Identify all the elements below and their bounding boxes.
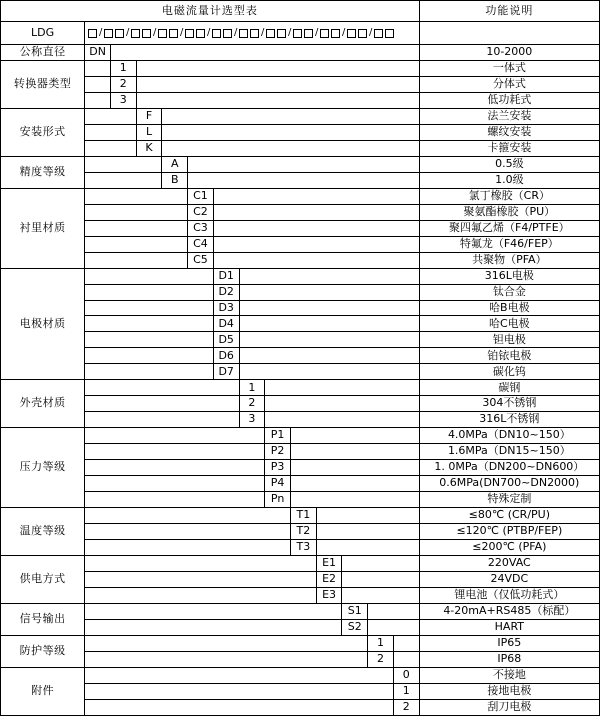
description-5-4: 钽电极	[419, 332, 599, 348]
description-4-4: 共聚物（PFA）	[419, 252, 599, 268]
code-spacer-left	[85, 667, 394, 683]
description-4-2: 聚四氟乙烯（F4/PTFE）	[419, 220, 599, 236]
description-8-0: ≤80℃ (CR/PU)	[419, 508, 599, 524]
code-spacer-left	[85, 524, 291, 540]
table-row	[1, 284, 600, 300]
code-spacer-right	[239, 316, 419, 332]
row-label-5: 电极材质	[1, 268, 85, 380]
description-5-6: 碳化钨	[419, 364, 599, 380]
row-label-6: 外壳材质	[1, 380, 85, 428]
description-5-3: 哈C电极	[419, 316, 599, 332]
table-row	[1, 172, 600, 188]
code-4-0[interactable]: C1	[188, 188, 214, 204]
code-spacer-right	[316, 540, 419, 556]
function-description-title: 功能说明	[419, 1, 599, 22]
table-row	[1, 348, 600, 364]
row-label-0: 公称直径	[1, 45, 85, 61]
table-row	[1, 683, 600, 699]
table-row	[1, 220, 600, 236]
model-code-boxes: / / / / / / / / / / /	[85, 22, 419, 45]
code-spacer-left	[85, 268, 214, 284]
code-spacer-right	[290, 476, 419, 492]
table-row	[1, 252, 600, 268]
code-spacer-left	[85, 188, 188, 204]
code-spacer-left	[85, 220, 188, 236]
code-2-2[interactable]: K	[136, 140, 162, 156]
table-row	[1, 124, 600, 140]
description-8-2: ≤200℃ (PFA)	[419, 540, 599, 556]
code-spacer-right	[239, 348, 419, 364]
code-spacer-left	[85, 603, 342, 619]
table-row	[1, 380, 600, 396]
description-0-0: 10-2000	[419, 45, 599, 61]
code-10-0[interactable]: S1	[342, 603, 368, 619]
code-spacer-left	[85, 444, 265, 460]
table-row	[1, 300, 600, 316]
code-4-3[interactable]: C4	[188, 236, 214, 252]
description-1-1: 分体式	[419, 76, 599, 92]
table-row	[1, 188, 600, 204]
code-spacer-left	[85, 92, 111, 108]
code-spacer-right	[239, 268, 419, 284]
table-row	[1, 524, 600, 540]
code-spacer-right	[213, 236, 419, 252]
code-6-2[interactable]: 3	[239, 412, 265, 428]
description-6-1: 304不锈钢	[419, 396, 599, 412]
code-spacer-right	[368, 619, 420, 635]
description-5-5: 铂铱电极	[419, 348, 599, 364]
code-6-1[interactable]: 2	[239, 396, 265, 412]
code-7-2[interactable]: P3	[265, 460, 291, 476]
code-spacer-left	[85, 300, 214, 316]
code-5-4[interactable]: D5	[213, 332, 239, 348]
code-spacer-left	[85, 60, 111, 76]
model-code-row	[1, 22, 600, 45]
code-spacer-left	[85, 460, 265, 476]
code-spacer-right	[136, 60, 419, 76]
code-spacer-right	[136, 92, 419, 108]
code-5-2[interactable]: D3	[213, 300, 239, 316]
code-spacer-left	[85, 476, 265, 492]
description-6-0: 碳钢	[419, 380, 599, 396]
code-spacer-left	[85, 571, 316, 587]
code-spacer-right	[265, 396, 419, 412]
code-8-2[interactable]: T3	[290, 540, 316, 556]
code-spacer-left	[85, 587, 316, 603]
code-spacer-right	[162, 140, 419, 156]
code-spacer-right	[162, 124, 419, 140]
description-1-2: 低功耗式	[419, 92, 599, 108]
code-spacer-right	[265, 412, 419, 428]
description-12-0: 不接地	[419, 667, 599, 683]
table-row	[1, 667, 600, 683]
description-3-0: 0.5级	[419, 156, 599, 172]
code-spacer-right	[290, 460, 419, 476]
code-spacer-right	[213, 204, 419, 220]
code-spacer-right	[368, 603, 420, 619]
code-5-0[interactable]: D1	[213, 268, 239, 284]
code-spacer-right	[188, 172, 420, 188]
row-code-label-0: DN	[85, 45, 111, 61]
code-spacer-left	[85, 508, 291, 524]
code-7-3[interactable]: P4	[265, 476, 291, 492]
description-7-4: 特殊定制	[419, 492, 599, 508]
table-row	[1, 540, 600, 556]
table-row	[1, 268, 600, 284]
description-7-1: 1.6MPa（DN15~150）	[419, 444, 599, 460]
code-5-5[interactable]: D6	[213, 348, 239, 364]
code-spacer-left	[85, 204, 188, 220]
row-label-12: 附件	[1, 667, 85, 715]
code-2-1[interactable]: L	[136, 124, 162, 140]
code-spacer-left	[85, 76, 111, 92]
table-row	[1, 508, 600, 524]
code-9-1[interactable]: E2	[316, 571, 342, 587]
row-label-11: 防护等级	[1, 635, 85, 667]
code-spacer-right	[342, 571, 419, 587]
table-row	[1, 236, 600, 252]
description-2-1: 螺纹安装	[419, 124, 599, 140]
model-prefix: LDG	[1, 22, 85, 45]
description-1-0: 一体式	[419, 60, 599, 76]
code-spacer-left	[85, 364, 214, 380]
description-12-2: 刮刀电极	[419, 699, 599, 715]
code-spacer-right	[213, 252, 419, 268]
row-label-7: 压力等级	[1, 428, 85, 508]
table-row	[1, 444, 600, 460]
description-5-1: 钛合金	[419, 284, 599, 300]
table-row	[1, 396, 600, 412]
code-8-1[interactable]: T2	[290, 524, 316, 540]
code-12-0[interactable]: 0	[393, 667, 419, 683]
table-row	[1, 603, 600, 619]
code-spacer-left	[85, 348, 214, 364]
table-row	[1, 140, 600, 156]
code-1-1[interactable]: 2	[110, 76, 136, 92]
table-row	[1, 204, 600, 220]
code-4-1[interactable]: C2	[188, 204, 214, 220]
code-spacer-left	[85, 412, 239, 428]
description-9-0: 220VAC	[419, 556, 599, 572]
code-3-1[interactable]: B	[162, 172, 188, 188]
code-12-1[interactable]: 1	[393, 683, 419, 699]
code-spacer-left	[85, 284, 214, 300]
table-row	[1, 45, 600, 61]
code-spacer-right	[188, 156, 420, 172]
table-row	[1, 364, 600, 380]
code-3-0[interactable]: A	[162, 156, 188, 172]
description-7-0: 4.0MPa（DN10~150）	[419, 428, 599, 444]
description-4-0: 氯丁橡胶（CR）	[419, 188, 599, 204]
code-spacer-right	[316, 508, 419, 524]
code-1-2[interactable]: 3	[110, 92, 136, 108]
code-spacer-right	[239, 364, 419, 380]
code-5-6[interactable]: D7	[213, 364, 239, 380]
code-spacer-left	[85, 651, 368, 667]
row-label-4: 衬里材质	[1, 188, 85, 268]
table-row	[1, 556, 600, 572]
description-5-2: 哈B电极	[419, 300, 599, 316]
code-spacer-right	[290, 444, 419, 460]
description-7-3: 0.6MPa(DN700~DN2000)	[419, 476, 599, 492]
code-7-1[interactable]: P2	[265, 444, 291, 460]
table-row	[1, 316, 600, 332]
description-9-1: 24VDC	[419, 571, 599, 587]
table-row	[1, 428, 600, 444]
code-spacer-right	[316, 524, 419, 540]
code-8-0[interactable]: T1	[290, 508, 316, 524]
row-label-3: 精度等级	[1, 156, 85, 188]
code-9-2[interactable]: E3	[316, 587, 342, 603]
table-row	[1, 619, 600, 635]
table-row	[1, 587, 600, 603]
code-12-2[interactable]: 2	[393, 699, 419, 715]
code-1-0[interactable]: 1	[110, 60, 136, 76]
row-label-2: 安装形式	[1, 108, 85, 156]
code-spacer-right	[265, 380, 419, 396]
table-row	[1, 651, 600, 667]
description-4-1: 聚氨酯橡胶（PU）	[419, 204, 599, 220]
code-spacer-left	[85, 124, 136, 140]
description-4-3: 特氟龙（F46/FEP）	[419, 236, 599, 252]
table-row	[1, 92, 600, 108]
code-spacer-left	[85, 316, 214, 332]
description-7-2: 1. 0MPa（DN200~DN600）	[419, 460, 599, 476]
code-spacer-right	[162, 108, 419, 124]
code-spacer-right	[239, 300, 419, 316]
code-spacer-left	[85, 332, 214, 348]
code-spacer-right	[239, 284, 419, 300]
table-row	[1, 108, 600, 124]
code-spacer-left	[85, 540, 291, 556]
code-spacer-left	[85, 236, 188, 252]
code-spacer-right	[213, 188, 419, 204]
code-spacer-right	[213, 220, 419, 236]
row-label-9: 供电方式	[1, 556, 85, 604]
table-row	[1, 60, 600, 76]
table-row	[1, 571, 600, 587]
code-spacer-left	[85, 699, 394, 715]
code-2-0[interactable]: F	[136, 108, 162, 124]
table-row	[1, 699, 600, 715]
code-spacer-right	[239, 332, 419, 348]
code-spacer-right	[393, 651, 419, 667]
description-9-2: 锂电池（仅低功耗式）	[419, 587, 599, 603]
description-6-2: 316L不锈钢	[419, 412, 599, 428]
table-row	[1, 76, 600, 92]
table-row	[1, 492, 600, 508]
table-title: 电磁流量计选型表	[1, 1, 420, 22]
code-spacer-left	[85, 252, 188, 268]
description-10-1: HART	[419, 619, 599, 635]
row-label-8: 温度等级	[1, 508, 85, 556]
description-2-0: 法兰安装	[419, 108, 599, 124]
code-spacer-left	[85, 172, 162, 188]
code-6-0[interactable]: 1	[239, 380, 265, 396]
code-spacer-left	[85, 492, 265, 508]
code-spacer-left	[85, 140, 136, 156]
code-11-1[interactable]: 2	[368, 651, 394, 667]
code-spacer-left	[85, 556, 316, 572]
code-5-3[interactable]: D4	[213, 316, 239, 332]
description-11-1: IP68	[419, 651, 599, 667]
table-row	[1, 332, 600, 348]
description-8-1: ≤120℃ (PTBP/FEP)	[419, 524, 599, 540]
code-spacer-right	[342, 556, 419, 572]
description-2-2: 卡箍安装	[419, 140, 599, 156]
code-10-1[interactable]: S2	[342, 619, 368, 635]
table-row	[1, 156, 600, 172]
table-row	[1, 460, 600, 476]
code-spacer-left	[85, 380, 239, 396]
code-spacer-right	[290, 492, 419, 508]
code-7-0[interactable]: P1	[265, 428, 291, 444]
description-12-1: 接地电极	[419, 683, 599, 699]
code-4-2[interactable]: C3	[188, 220, 214, 236]
code-spacer-right	[342, 587, 419, 603]
code-spacer-left	[85, 635, 368, 651]
code-spacer-left	[85, 683, 394, 699]
code-spacer-left	[85, 619, 342, 635]
row-label-1: 转换器类型	[1, 60, 85, 108]
description-10-0: 4-20mA+RS485（标配）	[419, 603, 599, 619]
description-5-0: 316L电极	[419, 268, 599, 284]
code-spacer-right	[393, 635, 419, 651]
table-row	[1, 476, 600, 492]
code-9-0[interactable]: E1	[316, 556, 342, 572]
model-code-description	[419, 22, 599, 45]
description-3-1: 1.0级	[419, 172, 599, 188]
table-title-row	[1, 1, 600, 22]
code-4-4[interactable]: C5	[188, 252, 214, 268]
code-spacer-left	[85, 108, 136, 124]
code-spacer-right	[290, 428, 419, 444]
code-spacer-right	[110, 45, 419, 61]
code-11-0[interactable]: 1	[368, 635, 394, 651]
code-7-4[interactable]: Pn	[265, 492, 291, 508]
table-row	[1, 635, 600, 651]
code-spacer-right	[136, 76, 419, 92]
code-spacer-left	[85, 396, 239, 412]
table-row	[1, 412, 600, 428]
code-5-1[interactable]: D2	[213, 284, 239, 300]
description-11-0: IP65	[419, 635, 599, 651]
code-spacer-left	[85, 156, 162, 172]
code-spacer-left	[85, 428, 265, 444]
row-label-10: 信号输出	[1, 603, 85, 635]
